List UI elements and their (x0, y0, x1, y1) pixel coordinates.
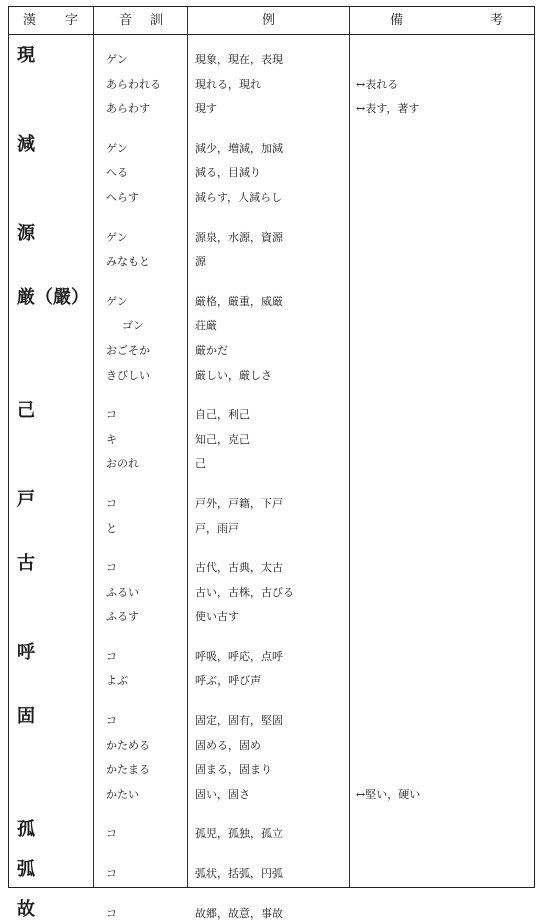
table-row (9, 336, 534, 361)
example-cell: 荘厳 (195, 319, 217, 333)
reading-cell: おごそか (106, 343, 150, 357)
example-cell: 戸外，戸籍，下戸 (195, 496, 283, 510)
example-cell: 固める，固め (195, 738, 261, 752)
reading-cell: かたまる (106, 763, 150, 777)
table-row (9, 223, 534, 248)
kanji-cell: 固 (17, 706, 35, 728)
example-cell: 現象，現在，表現 (195, 53, 283, 66)
example-cell: 減少，増減，加減 (195, 141, 283, 155)
example-cell: 弧状，括弧，円弧 (195, 867, 283, 881)
reading-cell: きびしい (106, 368, 150, 382)
table-row (9, 134, 534, 159)
remark-cell: ↔堅い，硬い (356, 787, 421, 801)
table-row (9, 158, 534, 183)
table-row (9, 642, 534, 667)
table-row (9, 70, 534, 95)
kanji-cell: 故 (17, 898, 35, 920)
reading-cell: キ (106, 432, 117, 446)
reading-cell: コ (106, 408, 117, 422)
reading-cell: コ (106, 906, 117, 920)
example-cell: 源 (195, 255, 206, 269)
kanji-cell: 呼 (17, 641, 35, 663)
reading-cell: ゲン (106, 141, 128, 155)
table-row (9, 311, 534, 336)
kanji-cell: 己 (17, 400, 35, 422)
table-row (9, 578, 534, 603)
reading-cell: コ (106, 496, 117, 510)
kanji-cell: 孤 (17, 819, 35, 841)
example-cell: 呼吸，呼応，点呼 (195, 649, 283, 663)
table-row (9, 287, 534, 312)
kanji-cell: 現 (17, 45, 35, 66)
kanji-cell: 古 (17, 553, 35, 575)
example-cell: 源泉，水源，資源 (195, 230, 283, 244)
table-row (9, 94, 534, 119)
reading-cell: みなもと (106, 255, 150, 269)
example-cell: 厳格，厳重，威厳 (195, 294, 283, 308)
header-remark-2: 考 (490, 13, 504, 28)
example-cell: 使い古す (195, 610, 239, 624)
reading-cell: ゴン (122, 319, 144, 333)
example-cell: 古い，古株，古びる (195, 585, 294, 599)
table-row (9, 400, 534, 425)
header-divider (9, 34, 534, 35)
table-row (9, 514, 534, 539)
table-row (9, 859, 534, 884)
reading-cell: ゲン (106, 53, 128, 66)
reading-cell: コ (106, 827, 117, 841)
example-cell: 固まる，固まり (195, 763, 272, 777)
header-onkun-2: 訓 (150, 13, 164, 28)
table-row (9, 183, 534, 208)
reading-cell: あらわす (106, 102, 150, 116)
kanji-cell: 弧 (17, 859, 35, 881)
table-row (9, 361, 534, 386)
header-onkun-1: 音 (119, 13, 133, 28)
reading-cell: ゲン (106, 294, 128, 308)
example-cell: 呼ぶ，呼び声 (195, 674, 262, 688)
example-cell: 己 (195, 457, 206, 471)
header-kanji-1: 漢 (23, 13, 37, 28)
kanji-cell: 減 (17, 133, 35, 155)
example-cell: 現れる，現れ (195, 77, 261, 91)
reading-cell: コ (106, 649, 117, 663)
table-row (9, 247, 534, 272)
example-cell: 孤児，孤独，孤立 (195, 827, 283, 841)
example-cell: 減らす，人減らし (195, 190, 283, 204)
example-cell: 知己，克己 (195, 432, 250, 446)
reading-cell: ゲン (106, 230, 128, 244)
reading-cell: かたい (106, 787, 139, 801)
example-cell: 故郷，故意，事故 (195, 906, 283, 920)
header-kanji-2: 字 (65, 13, 79, 28)
table-row (9, 819, 534, 844)
reading-cell: おのれ (106, 457, 139, 471)
kanji-cell: 厳（嚴） (17, 286, 89, 308)
remark-cell: ↔表す，著す (356, 102, 420, 116)
reading-cell: コ (106, 867, 117, 881)
example-cell: 固い，固さ (195, 787, 250, 801)
reading-cell: ふるす (106, 610, 139, 624)
reading-cell: コ (106, 561, 117, 575)
table-row (9, 602, 534, 627)
reading-cell: あらわれる (106, 77, 161, 91)
kanji-table (8, 6, 535, 920)
table-header (9, 10, 534, 32)
header-example: 例 (262, 13, 276, 28)
kanji-cell: 源 (17, 222, 35, 244)
table-row (9, 425, 534, 450)
example-cell: 戸，雨戸 (195, 521, 239, 535)
reading-cell: と (106, 521, 117, 535)
reading-cell: ふるい (106, 585, 139, 599)
example-cell: 減る，目減り (195, 166, 261, 180)
header-remark-1: 備 (390, 13, 404, 28)
table-row (9, 706, 534, 731)
reading-cell: かためる (106, 738, 150, 752)
reading-cell: へらす (106, 190, 139, 204)
table-row (9, 899, 534, 923)
table-row (9, 449, 534, 474)
reading-cell: コ (106, 714, 117, 728)
example-cell: 自己，利己 (195, 408, 250, 422)
reading-cell: よぶ (106, 674, 128, 688)
example-cell: 厳しい，厳しさ (195, 368, 272, 382)
example-cell: 現す (195, 102, 217, 116)
example-cell: 厳かだ (195, 343, 228, 357)
table-row (9, 45, 534, 70)
kanji-cell: 戸 (17, 488, 35, 510)
table-body (9, 36, 534, 923)
table-row (9, 666, 534, 691)
table-row (9, 780, 534, 805)
example-cell: 固定，固有，堅固 (195, 714, 283, 728)
remark-cell: ↔表れる (356, 77, 399, 91)
example-cell: 古代，古典，太古 (195, 561, 283, 575)
table-row (9, 489, 534, 514)
table-row (9, 731, 534, 756)
table-row (9, 553, 534, 578)
table-row (9, 755, 534, 780)
reading-cell: へる (106, 166, 128, 180)
